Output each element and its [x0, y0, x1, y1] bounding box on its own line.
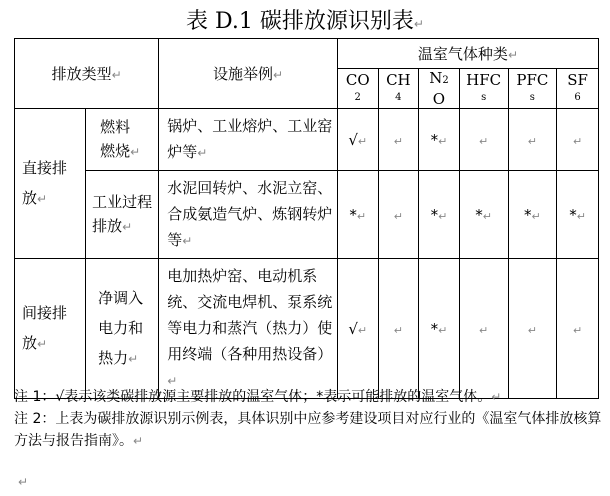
- gas-header-sf6: SF 6: [557, 69, 599, 109]
- gas-header-n2o: N2 O: [419, 69, 460, 109]
- mark-cell: √↵: [337, 259, 378, 399]
- notes-section: [14, 386, 602, 452]
- category-direct: 直接排放↵: [15, 109, 86, 259]
- examples-process: 水泥回转炉、水泥立窑、合成氨造气炉、炼钢转炉等↵: [159, 171, 338, 259]
- subcategory-process: 工业过程排放↵: [86, 171, 159, 259]
- examples-purchased-power: 电加热炉窑、电动机系统、交流电焊机、泵系统等电力和蒸汽（热力）使用终端（各种用热设备）↵: [159, 259, 338, 399]
- header-examples: 设施举例↵: [159, 39, 338, 109]
- gas-header-hfcs: HFC s: [459, 69, 508, 109]
- mark-cell: *↵: [459, 171, 508, 259]
- examples-fuel: 锅炉、工业熔炉、工业窑炉等↵: [159, 109, 338, 171]
- paragraph-end-mark: ↵: [18, 475, 29, 489]
- category-indirect: 间接排放↵: [15, 259, 86, 399]
- emission-source-table: [14, 38, 599, 399]
- mark-cell: *↵: [419, 171, 460, 259]
- table-title: [0, 8, 610, 38]
- note-1: 注 1：√表示该类碳排放源主要排放的温室气体；*表示可能排放的温室气体。↵: [14, 389, 502, 405]
- subcategory-purchased-power: 净调入电力和热力↵: [86, 259, 159, 399]
- note-2: 注 2：上表为碳排放源识别示例表，具体识别中应参考建设项目对应行业的《温室气体排放核算方法与报告指南》。↵: [14, 411, 602, 449]
- mark-cell: *↵: [508, 171, 557, 259]
- header-gas-group: 温室气体种类↵: [337, 39, 598, 69]
- mark-cell: ↵: [508, 259, 557, 399]
- gas-header-ch4: CH 4: [378, 69, 419, 109]
- mark-cell: ↵: [459, 109, 508, 171]
- subcategory-fuel: 燃料燃烧↵: [86, 109, 159, 171]
- mark-cell: ↵: [378, 171, 419, 259]
- mark-cell: √↵: [337, 109, 378, 171]
- gas-header-pfcs: PFC s: [508, 69, 557, 109]
- mark-cell: *↵: [419, 109, 460, 171]
- mark-cell: ↵: [557, 259, 599, 399]
- mark-cell: ↵: [557, 109, 599, 171]
- mark-cell: ↵: [459, 259, 508, 399]
- mark-cell: *↵: [337, 171, 378, 259]
- mark-cell: *↵: [557, 171, 599, 259]
- header-source-type: 排放类型↵: [15, 39, 159, 109]
- table-title-text: 表 D.1 碳排放源识别表: [186, 9, 414, 34]
- mark-cell: ↵: [378, 109, 419, 171]
- mark-cell: ↵: [378, 259, 419, 399]
- table-row: [15, 109, 599, 171]
- gas-header-co2: CO 2: [337, 69, 378, 109]
- paragraph-mark: ↵: [413, 17, 424, 31]
- mark-cell: *↵: [419, 259, 460, 399]
- header-row-1: [15, 39, 599, 69]
- table-row: [15, 171, 599, 259]
- mark-cell: ↵: [508, 109, 557, 171]
- table-row: [15, 259, 599, 399]
